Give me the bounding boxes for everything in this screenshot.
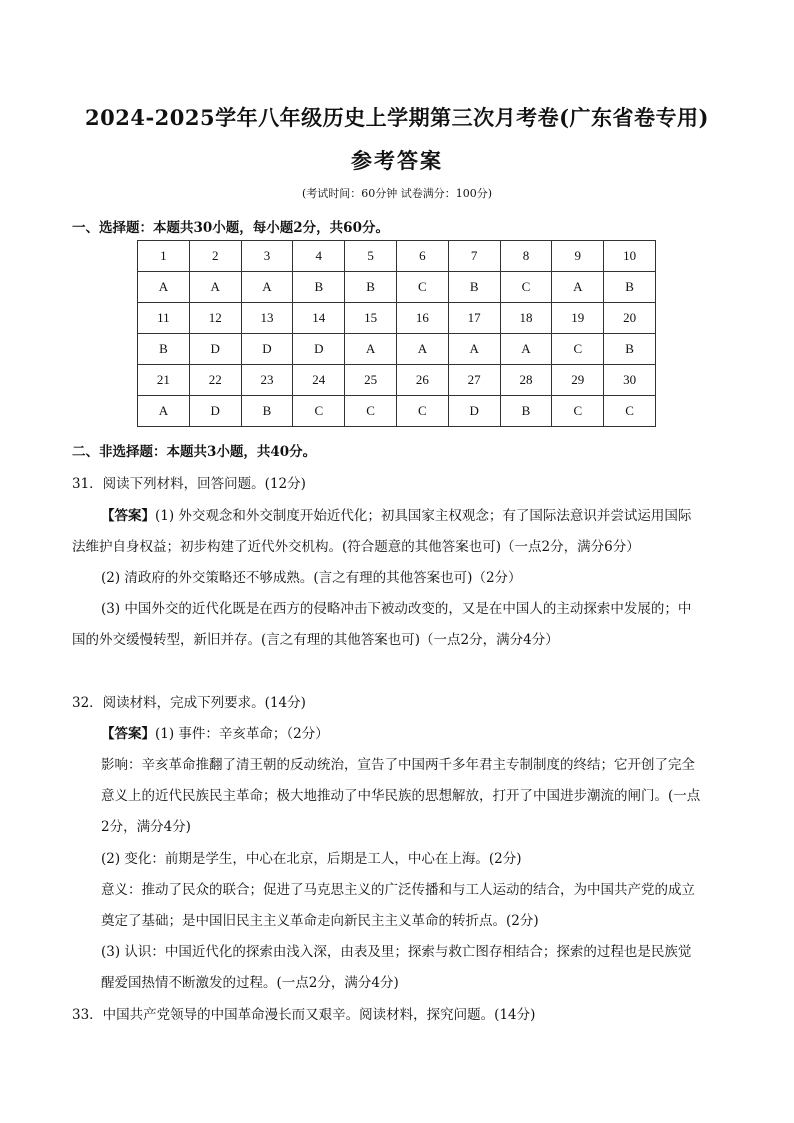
table-cell: A — [396, 334, 448, 365]
table-cell: D — [448, 396, 500, 427]
table-cell: 4 — [293, 241, 345, 272]
table-cell: 17 — [448, 303, 500, 334]
answer-text: 奠定了基础；是中国旧民主主义革命走向新民主主义革命的转折点。(2分) — [101, 913, 539, 929]
table-cell: B — [500, 396, 552, 427]
answer-table — [137, 240, 656, 427]
table-cell: A — [552, 272, 604, 303]
table-cell: 2 — [189, 241, 241, 272]
answer-text: 国的外交缓慢转型，新旧并存。(言之有理的其他答案也可)（一点2分，满分4分） — [72, 632, 559, 648]
table-cell: 8 — [500, 241, 552, 272]
section-1-heading: 一、选择题：本题共30小题，每小题2分，共60分。 — [72, 220, 389, 236]
table-cell: B — [293, 272, 345, 303]
table-row — [138, 365, 656, 396]
table-cell: 7 — [448, 241, 500, 272]
table-cell: D — [189, 334, 241, 365]
answer-tag: 【答案】 — [101, 726, 155, 742]
table-cell: 19 — [552, 303, 604, 334]
table-cell: 12 — [189, 303, 241, 334]
table-cell: 5 — [345, 241, 397, 272]
table-cell: 16 — [396, 303, 448, 334]
answer-text: 影响：辛亥革命推翻了清王朝的反动统治，宣告了中国两千多年君主专制制度的终结；它开创了完全 — [101, 757, 695, 773]
table-cell: C — [396, 396, 448, 427]
answer-text: (2) 清政府的外交策略还不够成熟。(言之有理的其他答案也可)（2分） — [101, 570, 522, 586]
table-cell: 20 — [604, 303, 656, 334]
table-cell: 9 — [552, 241, 604, 272]
table-cell: A — [345, 334, 397, 365]
question-33-title: 33．中国共产党领导的中国革命漫长而又艰辛。阅读材料，探究问题。(14分) — [72, 1007, 536, 1023]
table-row — [138, 272, 656, 303]
table-cell: B — [604, 334, 656, 365]
table-cell: 22 — [189, 365, 241, 396]
table-cell: B — [138, 334, 190, 365]
table-cell: C — [604, 396, 656, 427]
question-31-title: 31．阅读下列材料，回答问题。(12分) — [72, 476, 306, 492]
table-cell: D — [293, 334, 345, 365]
table-cell: A — [500, 334, 552, 365]
table-cell: 6 — [396, 241, 448, 272]
table-row — [138, 241, 656, 272]
table-cell: 23 — [241, 365, 293, 396]
table-cell: C — [500, 272, 552, 303]
table-cell: C — [552, 396, 604, 427]
q31-answer-line — [101, 504, 691, 524]
table-cell: 29 — [552, 365, 604, 396]
table-cell: D — [189, 396, 241, 427]
table-cell: A — [241, 272, 293, 303]
table-cell: 25 — [345, 365, 397, 396]
question-32-title: 32．阅读材料，完成下列要求。(14分) — [72, 695, 306, 711]
table-cell: C — [293, 396, 345, 427]
table-cell: 27 — [448, 365, 500, 396]
table-cell: 18 — [500, 303, 552, 334]
q32-answer-line — [101, 722, 329, 742]
section-2-heading: 二、非选择题：本题共3小题，共40分。 — [72, 444, 317, 460]
table-cell: 1 — [138, 241, 190, 272]
table-cell: 24 — [293, 365, 345, 396]
table-cell: 14 — [293, 303, 345, 334]
table-cell: A — [138, 396, 190, 427]
table-row — [138, 334, 656, 365]
table-cell: 28 — [500, 365, 552, 396]
page-title: 2024-2025学年八年级历史上学期第三次月考卷(广东省卷专用) — [85, 105, 709, 130]
table-cell: C — [396, 272, 448, 303]
table-cell: 21 — [138, 365, 190, 396]
answer-text: (2) 变化：前期是学生，中心在北京，后期是工人，中心在上海。(2分) — [101, 851, 522, 867]
answer-text: 2分，满分4分) — [101, 819, 191, 835]
table-cell: 13 — [241, 303, 293, 334]
answer-text: (3) 中国外交的近代化既是在西方的侵略冲击下被动改变的，又是在中国人的主动探索中发展的；中 — [101, 601, 692, 617]
table-cell: 3 — [241, 241, 293, 272]
table-row — [138, 396, 656, 427]
answer-text: (1) 事件：辛亥革命；（2分） — [155, 726, 329, 742]
table-cell: A — [138, 272, 190, 303]
table-cell: 10 — [604, 241, 656, 272]
table-cell: B — [241, 396, 293, 427]
exam-info: (考试时间：60分钟 试卷满分：100分) — [301, 187, 493, 200]
table-cell: B — [345, 272, 397, 303]
table-row — [138, 303, 656, 334]
table-cell: C — [552, 334, 604, 365]
answer-text: 醒爱国热情不断激发的过程。(一点2分，满分4分) — [101, 975, 399, 991]
table-cell: A — [189, 272, 241, 303]
table-cell: 11 — [138, 303, 190, 334]
table-cell: B — [448, 272, 500, 303]
answer-text: (1) 外交观念和外交制度开始近代化；初具国家主权观念；有了国际法意识并尝试运用国际 — [155, 508, 692, 524]
table-cell: D — [241, 334, 293, 365]
table-cell: A — [448, 334, 500, 365]
table-cell: B — [604, 272, 656, 303]
page-subtitle: 参考答案 — [351, 148, 443, 173]
answer-text: 意义：推动了民众的联合；促进了马克思主义的广泛传播和与工人运动的结合，为中国共产党的成立 — [101, 882, 695, 898]
table-cell: 26 — [396, 365, 448, 396]
answer-text: 法维护自身权益；初步构建了近代外交机构。(符合题意的其他答案也可)（一点2分，满分6分） — [72, 539, 640, 555]
table-cell: C — [345, 396, 397, 427]
table-cell: 30 — [604, 365, 656, 396]
answer-text: (3) 认识：中国近代化的探索由浅入深，由表及里；探索与救亡图存相结合；探索的过程也是民族觉 — [101, 944, 692, 960]
answer-text: 意义上的近代民族民主革命；极大地推动了中华民族的思想解放，打开了中国进步潮流的闸门。(一点 — [101, 788, 701, 804]
table-cell: 15 — [345, 303, 397, 334]
answer-tag: 【答案】 — [101, 508, 155, 524]
